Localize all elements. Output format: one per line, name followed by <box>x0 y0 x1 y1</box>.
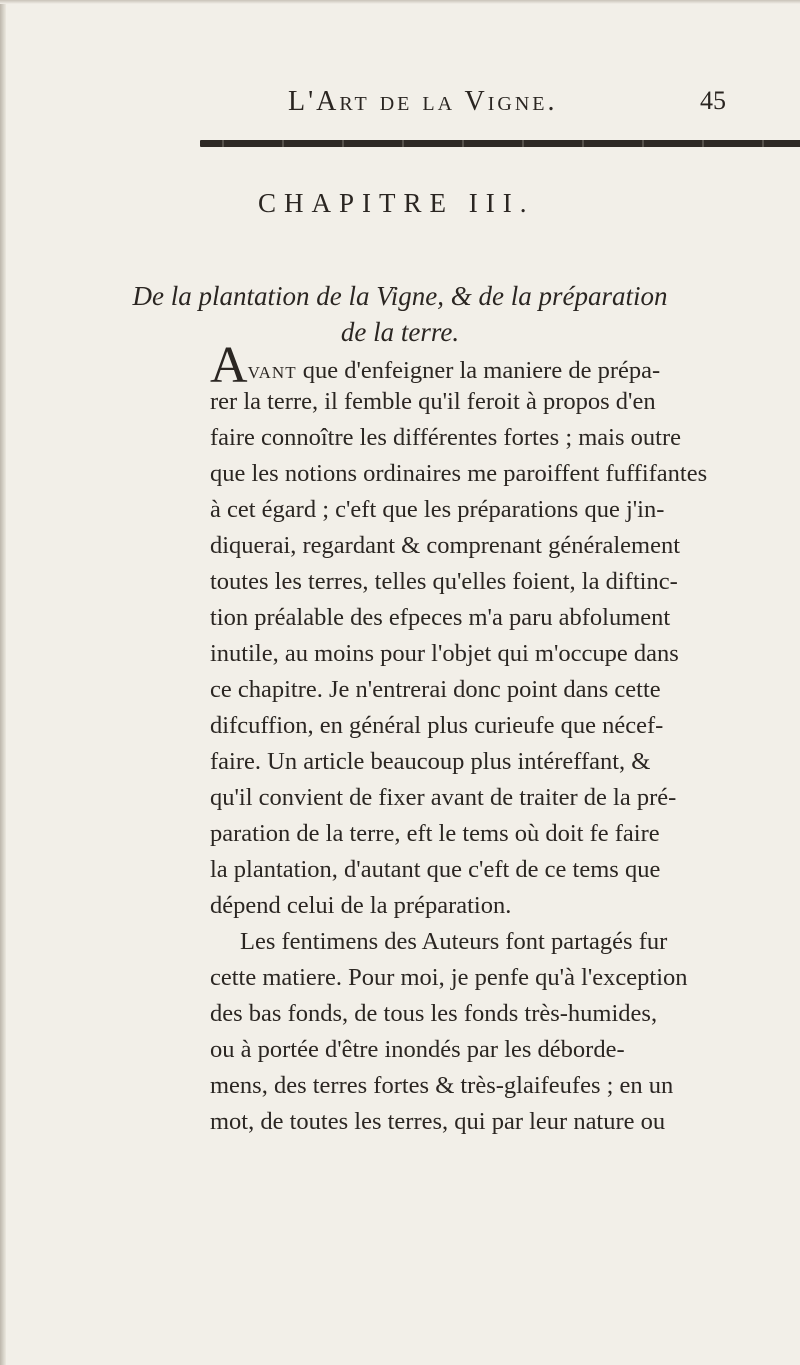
running-head: L'Art de la Vigne. <box>288 86 558 117</box>
paragraph-1-line <box>210 337 800 394</box>
paragraph-2-line: Les fentimens des Auteurs font partagés fur <box>240 928 668 955</box>
paragraph-1-line: à cet égard ; c'eft que les préparations que j'in- <box>210 496 665 523</box>
page-left-edge <box>0 0 6 1365</box>
paragraph-1-line: faire. Un article beaucoup plus intéreffant, & <box>210 748 651 775</box>
paragraph-1-line: faire connoître les différentes fortes ; mais outre <box>210 424 681 451</box>
paragraph-2-line: des bas fonds, de tous les fonds très-humides, <box>210 1000 658 1027</box>
chapter-title: CHAPITRE III. <box>258 188 535 218</box>
paragraph-1-line: diquerai, regardant & comprenant généralement <box>210 532 681 559</box>
ornamental-rule <box>200 140 800 147</box>
paragraph-2-line: cette matiere. Pour moi, je penfe qu'à l'exception <box>210 964 688 991</box>
page-top-edge <box>0 0 800 4</box>
paragraph-2-line: ou à portée d'être inondés par les déborde- <box>210 1036 625 1063</box>
page-number: 45 <box>700 86 726 115</box>
body-text <box>210 337 800 1140</box>
paragraph-1-line: difcuffion, en général plus curieufe que nécef- <box>210 712 664 739</box>
paragraph-1-line: que les notions ordinaires me paroiffent fuffifantes <box>210 460 708 487</box>
paragraph-1-line: rer la terre, il femble qu'il feroit à propos d'en <box>210 388 656 415</box>
subtitle-line-1: De la plantation de la Vigne, & de la préparation <box>132 281 668 311</box>
paragraph-1-line: la plantation, d'autant que c'eft de ce tems que <box>210 856 661 883</box>
paragraph-1-line: tion préalable des efpeces m'a paru abfolument <box>210 604 671 631</box>
subtitle-line-2: de la terre. <box>340 317 460 347</box>
paragraph-1-line: dépend celui de la préparation. <box>210 892 512 919</box>
paragraph-2-line: mens, des terres fortes & très-glaifeufes ; en un <box>210 1072 674 1099</box>
chapter-subtitle <box>0 278 800 350</box>
lead-in-smallcaps: vant <box>247 357 297 384</box>
paragraph-1-line-text: que d'enfeigner la maniere de prépa- <box>296 357 661 384</box>
paragraph-1-line: qu'il convient de fixer avant de traiter de la pré- <box>210 784 677 811</box>
drop-cap: A <box>210 337 248 394</box>
paragraph-1-line: ce chapitre. Je n'entrerai donc point dans cette <box>210 676 661 703</box>
paragraph-2-line: mot, de toutes les terres, qui par leur nature ou <box>210 1108 666 1135</box>
paragraph-1-line: inutile, au moins pour l'objet qui m'occupe dans <box>210 640 679 667</box>
paragraph-1-line: paration de la terre, eft le tems où doit fe faire <box>210 820 660 847</box>
paragraph-1-line: toutes les terres, telles qu'elles foient, la diftinc- <box>210 568 678 595</box>
